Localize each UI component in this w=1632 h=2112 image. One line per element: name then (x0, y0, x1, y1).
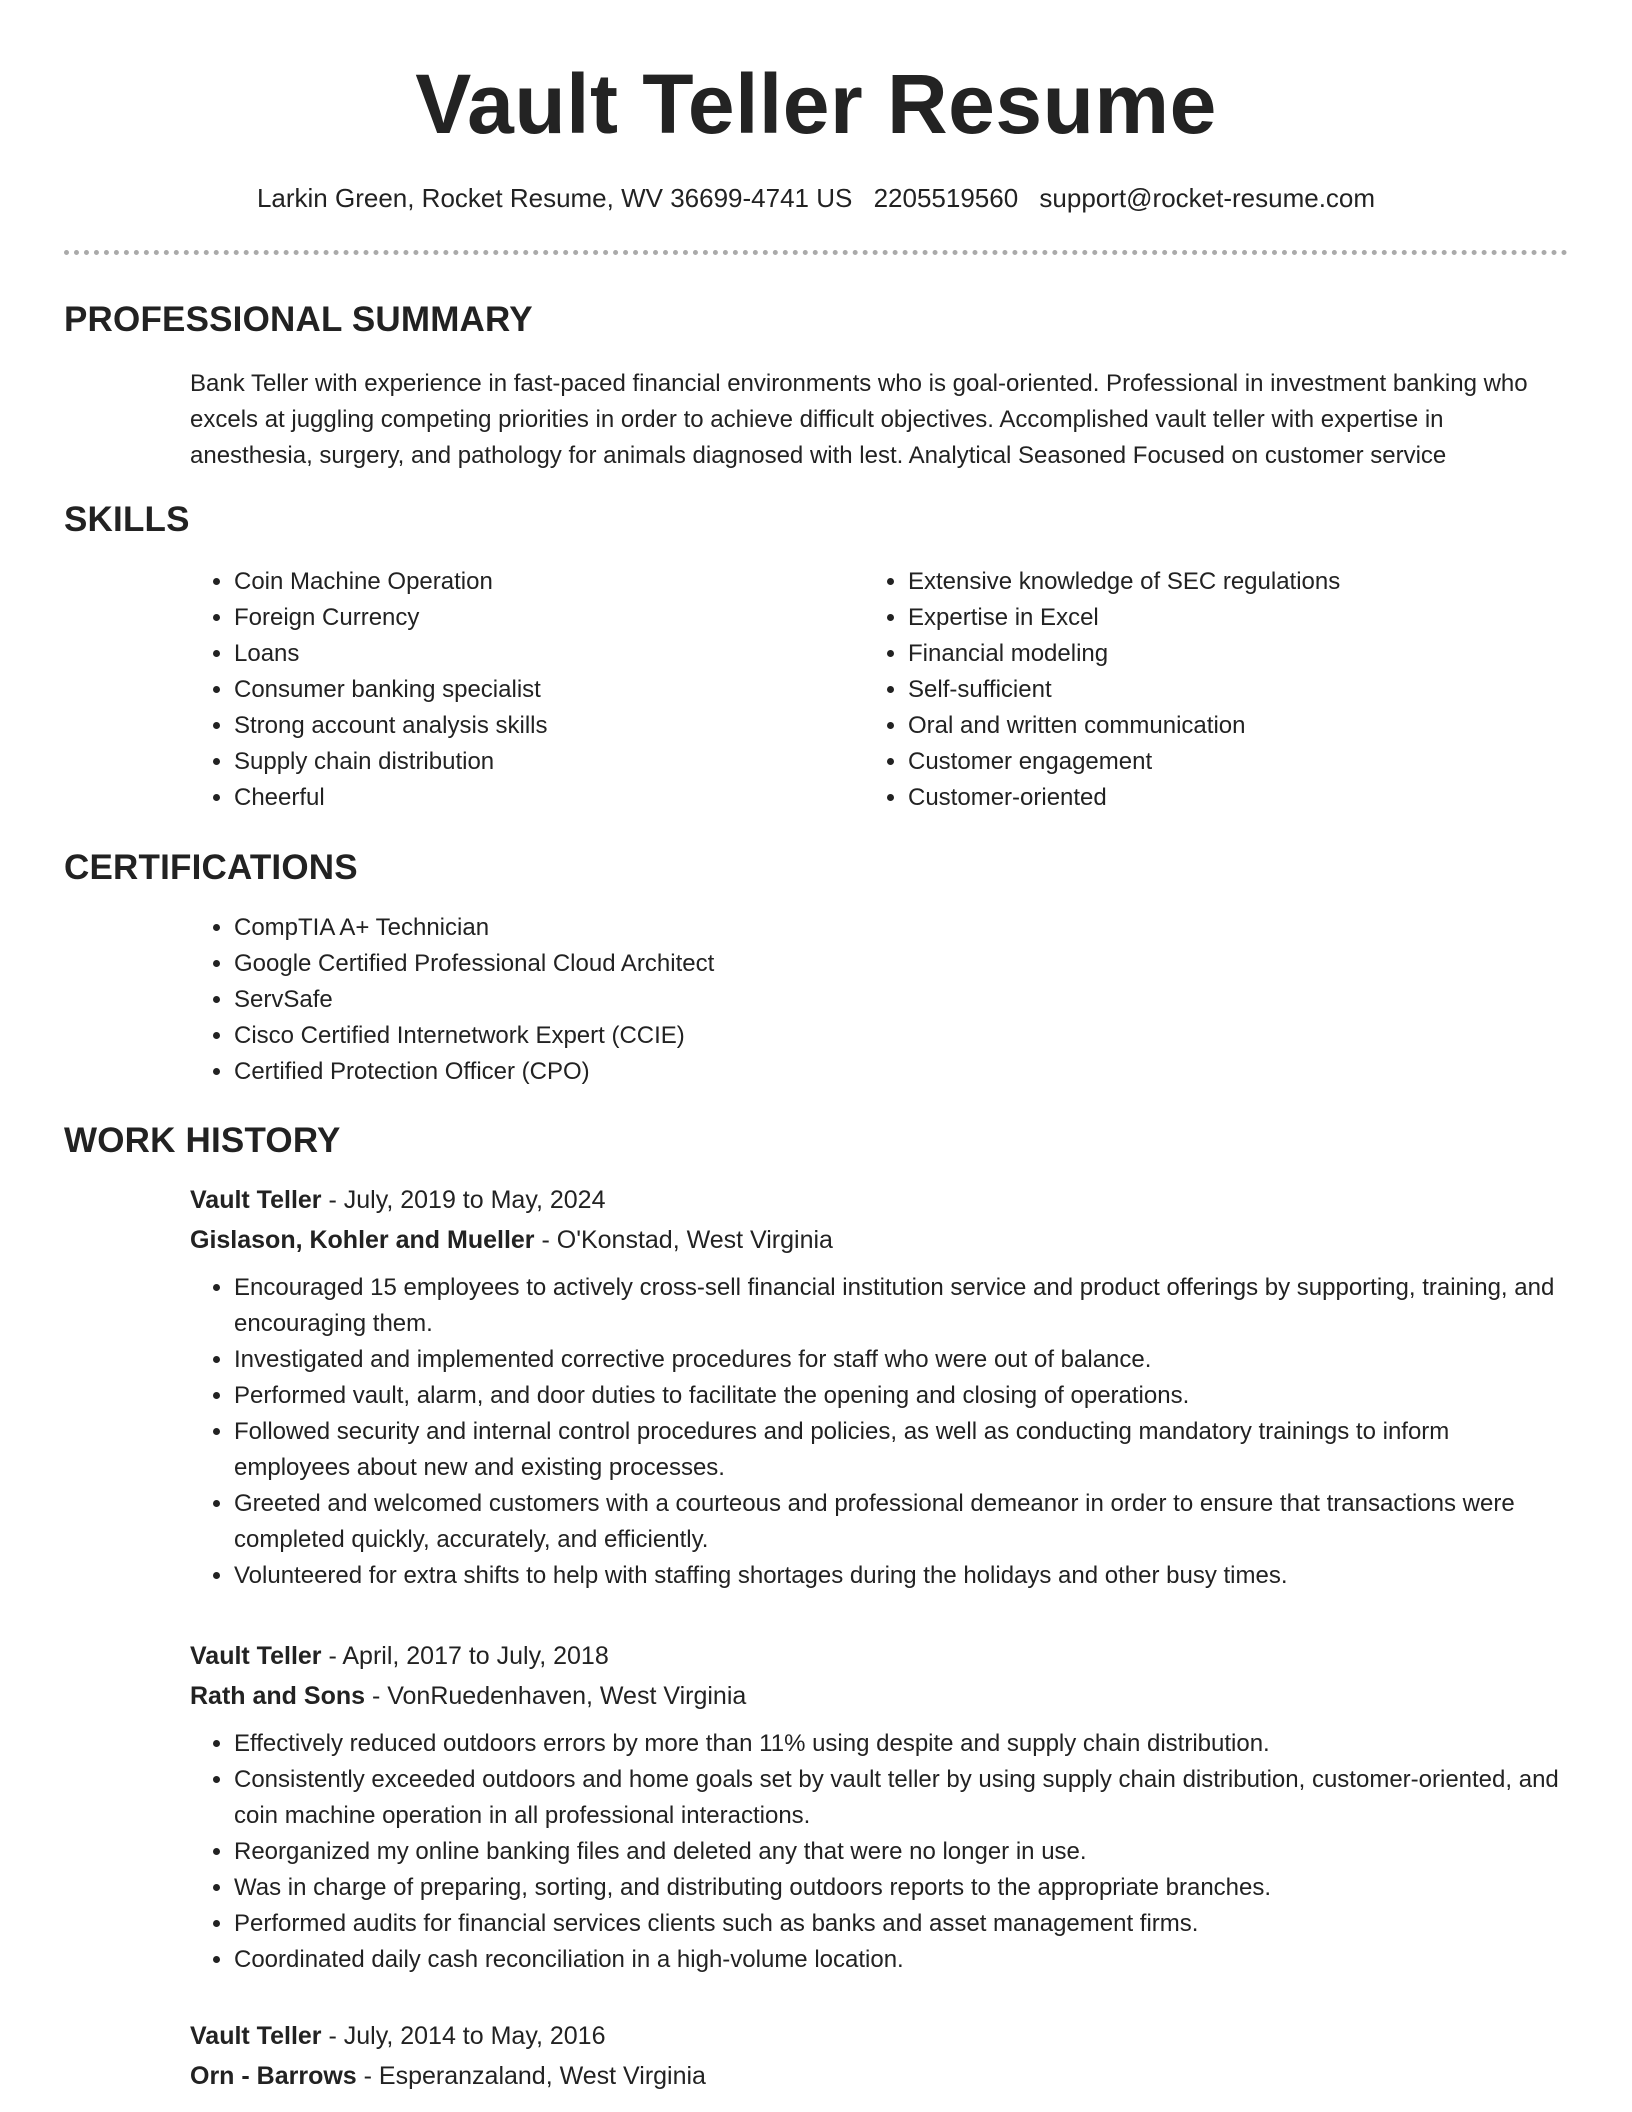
list-item: • Loans (234, 636, 810, 672)
certifications-block (190, 910, 1570, 1090)
list-item: • Supply chain distribution (234, 744, 810, 780)
job-duties-list (190, 1726, 1570, 1978)
section-title-work-history: WORK HISTORY (64, 1121, 341, 1160)
list-item: • Google Certified Professional Cloud Architect (234, 946, 1570, 982)
job-role: Vault Teller (190, 2022, 322, 2050)
job-role: Vault Teller (190, 1186, 322, 1214)
list-item: • Performed vault, alarm, and door duties to facilitate the opening and closing of operations. (234, 1378, 1570, 1414)
job-location: - VonRuedenhaven, West Virginia (365, 1682, 747, 1710)
page-title: Vault Teller Resume (415, 57, 1217, 151)
list-item: • ServSafe (234, 982, 1570, 1018)
job-company: Orn - Barrows (190, 2062, 357, 2090)
contact-address: Larkin Green, Rocket Resume, WV 36699-4741 US (256, 183, 853, 213)
job-entry (190, 1636, 1570, 1978)
list-item: • Customer-oriented (908, 780, 1484, 816)
list-item: • Expertise in Excel (908, 600, 1484, 636)
skills-column-right (864, 564, 1484, 816)
list-item: • Reorganized my online banking files and deleted any that were no longer in use. (234, 1834, 1570, 1870)
contact-phone: 2205519560 (873, 183, 1019, 213)
skills-list-right (864, 564, 1484, 816)
list-item: • Coordinated daily cash reconciliation in a high-volume location. (234, 1942, 1570, 1978)
list-item: • Coin Machine Operation (234, 564, 810, 600)
list-item: • Encouraged 15 employees to actively cross-sell financial institution service and product offerings by supporting, training, and encouraging them. (234, 1270, 1570, 1342)
list-item: • Investigated and implemented corrective procedures for staff who were out of balance. (234, 1342, 1570, 1378)
list-item: • Oral and written communication (908, 708, 1484, 744)
list-item: • Effectively reduced outdoors errors by more than 11% using despite and supply chain distribution. (234, 1726, 1570, 1762)
list-item: • Foreign Currency (234, 600, 810, 636)
job-title-line (190, 2016, 1570, 2056)
summary-text: Bank Teller with experience in fast-paced financial environments who is goal-oriented. Professional in investment banking who excels at juggling competing priorities in order to achieve difficult objectives. Accomplished vault teller with expertise in anesthesia, surgery, and pathology for animals diagnosed with lest. Analytical Seasoned Focused on customer service (190, 370, 1528, 469)
section-title-skills: SKILLS (64, 500, 190, 539)
list-item: • CompTIA A+ Technician (234, 910, 1570, 946)
certifications-list (190, 910, 1570, 1090)
job-entry (190, 1180, 1570, 1594)
job-company-line (190, 1676, 1570, 1716)
list-item: • Financial modeling (908, 636, 1484, 672)
list-item: • Extensive knowledge of SEC regulations (908, 564, 1484, 600)
job-company: Gislason, Kohler and Mueller (190, 1226, 535, 1254)
list-item: • Followed security and internal control procedures and policies, as well as conducting mandatory trainings to inform employees about new and existing processes. (234, 1414, 1570, 1486)
section-title-certifications: CERTIFICATIONS (64, 848, 358, 887)
list-item: • Greeted and welcomed customers with a courteous and professional demeanor in order to ensure that transactions were completed quickly, accurately, and efficiently. (234, 1486, 1570, 1558)
job-dates: - July, 2019 to May, 2024 (321, 1186, 606, 1214)
job-company-line (190, 1220, 1570, 1260)
job-title-line (190, 1180, 1570, 1220)
header-divider (64, 250, 1568, 255)
list-item: • Volunteered for extra shifts to help with staffing shortages during the holidays and other busy times. (234, 1558, 1570, 1594)
list-item: • Consumer banking specialist (234, 672, 810, 708)
list-item: • Cisco Certified Internetwork Expert (CCIE) (234, 1018, 1570, 1054)
job-duties-list (190, 1270, 1570, 1594)
job-dates: - April, 2017 to July, 2018 (321, 1642, 609, 1670)
list-item: • Consistently exceeded outdoors and home goals set by vault teller by using supply chain distribution, customer-oriented, and coin machine operation in all professional interactions. (234, 1762, 1570, 1834)
contact-email: support@rocket-resume.com (1039, 183, 1376, 213)
skills-column-left (190, 564, 810, 816)
job-role: Vault Teller (190, 1642, 322, 1670)
job-location: - O'Konstad, West Virginia (534, 1226, 833, 1254)
list-item: • Self-sufficient (908, 672, 1484, 708)
list-item: • Performed audits for financial services clients such as banks and asset management firms. (234, 1906, 1570, 1942)
job-company: Rath and Sons (190, 1682, 366, 1710)
list-item: • Strong account analysis skills (234, 708, 810, 744)
skills-list-left (190, 564, 810, 816)
list-item: • Cheerful (234, 780, 810, 816)
contact-line (64, 180, 1568, 216)
list-item: • Customer engagement (908, 744, 1484, 780)
job-title-line (190, 1636, 1570, 1676)
job-location: - Esperanzaland, West Virginia (356, 2062, 706, 2090)
job-dates: - July, 2014 to May, 2016 (321, 2022, 606, 2050)
list-item: • Was in charge of preparing, sorting, and distributing outdoors reports to the appropriate branches. (234, 1870, 1570, 1906)
section-title-summary: PROFESSIONAL SUMMARY (64, 300, 533, 339)
job-company-line (190, 2056, 1570, 2096)
list-item: • Certified Protection Officer (CPO) (234, 1054, 1570, 1090)
job-entry (190, 2016, 1570, 2096)
